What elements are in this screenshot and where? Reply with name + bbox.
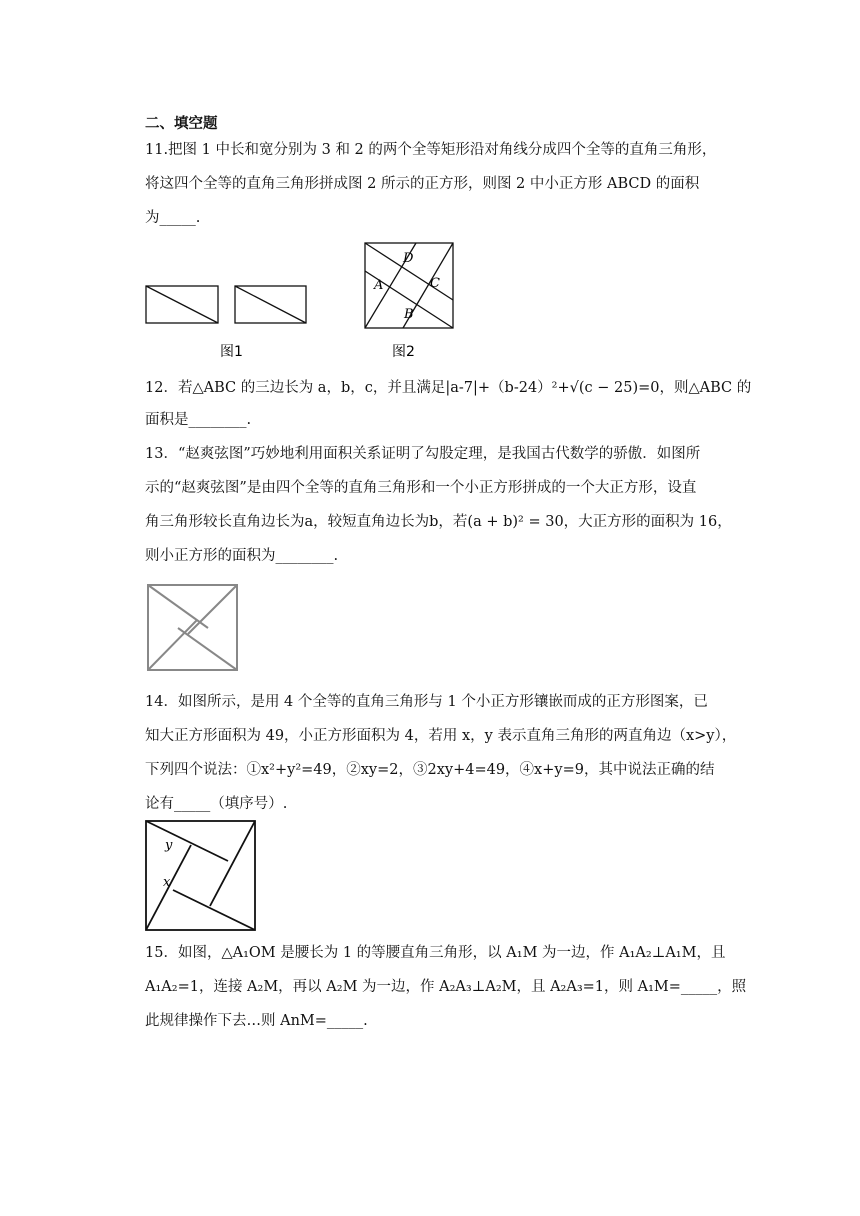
figure-1-rectangles (140, 280, 320, 370)
label-C: C (430, 276, 440, 291)
q13-line-4: 则小正方形的面积为________. (145, 548, 339, 564)
figure-2-caption: 图2 (392, 344, 415, 360)
pinwheel-square-diagram (142, 818, 260, 934)
q15-line-2: A₁A₂=1，连接 A₂M，再以 A₂M 为一边，作 A₂A₃⊥A₂M，且 A₂A₃=1，则 A₁M=_____，照 (145, 979, 747, 995)
zhao-shuang-diagram (145, 582, 240, 672)
q15-line-3: 此规律操作下去…则 AnM=_____. (145, 1013, 368, 1029)
q11-line-3: 为_____. (145, 210, 201, 226)
label-A: A (374, 278, 384, 293)
rectangle-1-diagonal (146, 286, 218, 323)
q11-line-2: 将这四个全等的直角三角形拼成图 2 所示的正方形，则图 2 中小正方形 ABCD 的面积 (145, 176, 700, 192)
q14-line-3: 下列四个说法：①x²+y²=49，②xy=2，③2xy+4=49，④x+y=9，其中说法正确的结 (145, 762, 715, 778)
q15-line-1: 15．如图，△A₁OM 是腰长为 1 的等腰直角三角形，以 A₁M 为一边，作 A₁A₂⊥A₁M，且 (145, 945, 726, 961)
q12-line-1: 12．若△ABC 的三边长为 a，b，c，并且满足|a-7|+（b-24）²+√(c − 25)=0，则△ABC 的 (145, 380, 752, 396)
q13-line-2: 示的“赵爽弦图”是由四个全等的直角三角形和一个小正方形拼成的一个大正方形，设直 (145, 480, 697, 496)
q11-line-1: 11.把图 1 中长和宽分别为 3 和 2 的两个全等矩形沿对角线分成四个全等的直角三角形， (145, 142, 717, 158)
q13-line-3: 角三角形较长直角边长为a，较短直角边长为b，若(a + b)² = 30，大正方形的面积为 16， (145, 514, 732, 530)
q13-line-1: 13．“赵爽弦图”巧妙地利用面积关系证明了勾股定理，是我国古代数学的骄傲．如图所 (145, 446, 701, 462)
q14-line-1: 14．如图所示，是用 4 个全等的直角三角形与 1 个小正方形镶嵌而成的正方形图案，已 (145, 694, 708, 710)
q14-line-2: 知大正方形面积为 49，小正方形面积为 4，若用 x，y 表示直角三角形的两直角边（x>y）， (145, 728, 737, 744)
section-title: 二、填空题 (145, 116, 218, 132)
label-D: D (403, 251, 414, 266)
label-x: x (163, 875, 171, 890)
q14-line-4: 论有_____（填序号）. (145, 796, 288, 812)
rectangle-2-diagonal (235, 286, 306, 323)
label-B: B (404, 307, 414, 322)
label-y: y (165, 838, 173, 853)
figure-2-square (360, 238, 465, 363)
q12-line-2: 面积是________. (145, 412, 252, 428)
figure-1-caption: 图1 (220, 344, 243, 360)
